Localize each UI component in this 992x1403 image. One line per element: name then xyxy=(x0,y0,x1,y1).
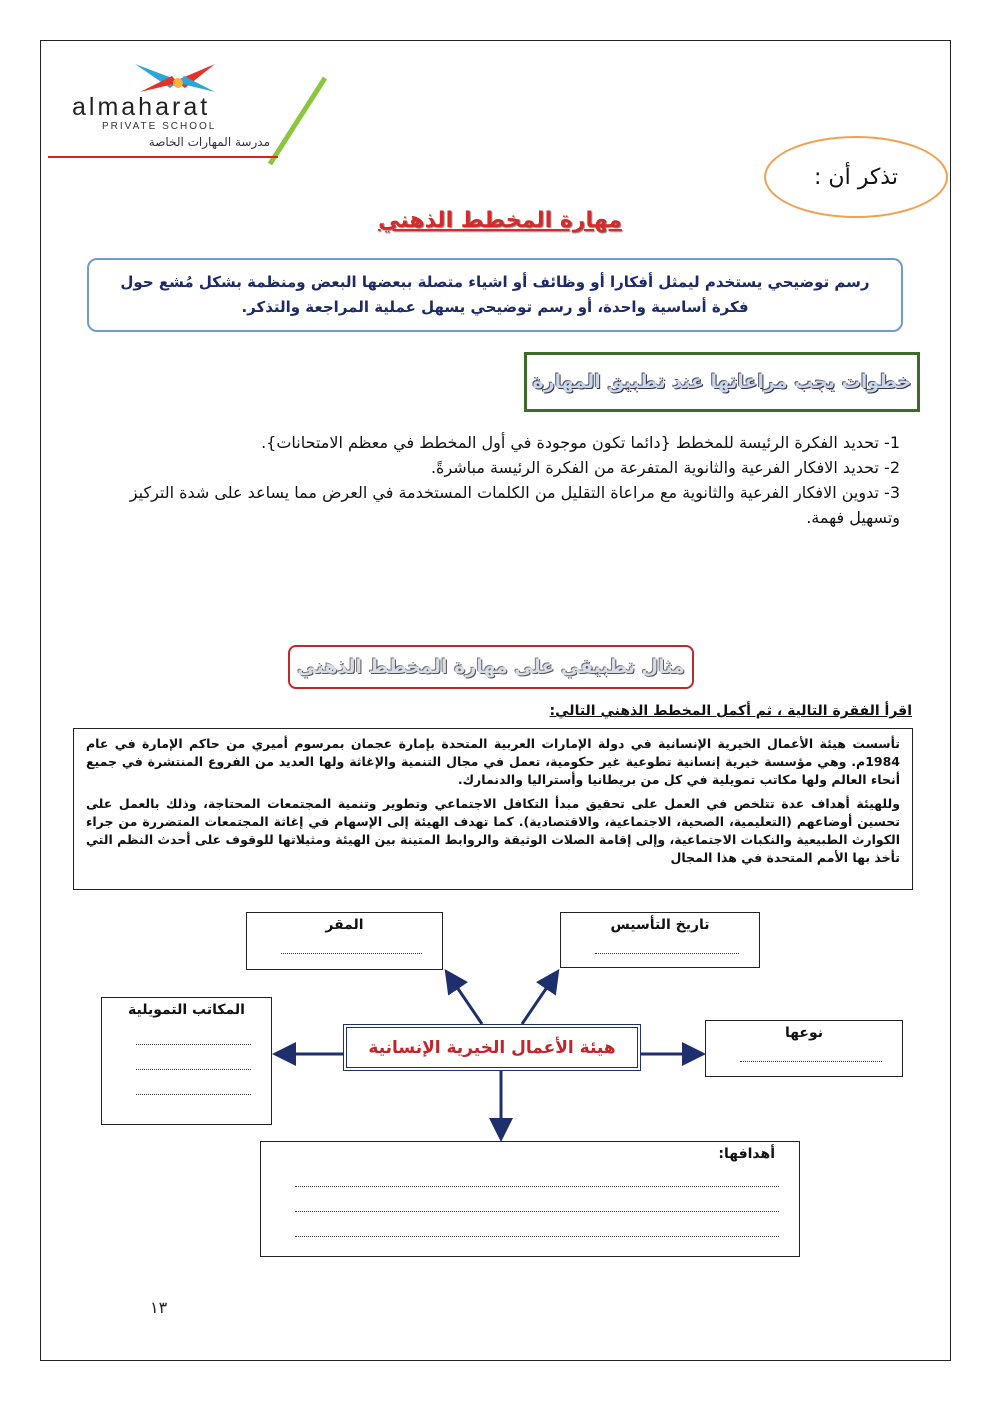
passage-paragraph: تأسست هيئة الأعمال الخيرية الإنسانية في دولة الإمارات العربية المتحدة بإمارة عجمان بمرسوم أميري من حاكم الإمارة في عام 1984م. وهي مؤسسة خيرية إنسانية تطوعية غير حكومية، تعمل في مجال التنمية والإغاثة ولها العديد من الفروع المنتشرة في جميع أنحاء العالم ولها مكاتب تمويلية في كل من بريطانيا وأستراليا والدنمارك. xyxy=(86,736,900,787)
answer-line[interactable] xyxy=(136,1030,251,1045)
step-item: 1- تحديد الفكرة الرئيسة للمخطط {دائما تكون موجودة في أول المخطط في معظم الامتحانات}. xyxy=(261,433,900,452)
example-header: مثال تطبيقي على مهارة المخطط الذهني xyxy=(288,645,694,689)
logo-name-ar: مدرسة المهارات الخاصة xyxy=(148,135,270,149)
logo-name-en: almaharat xyxy=(72,93,211,121)
logo-sub-en: PRIVATE SCHOOL xyxy=(102,121,217,132)
answer-line[interactable] xyxy=(740,1047,882,1062)
answer-line[interactable] xyxy=(595,939,739,954)
answer-line[interactable] xyxy=(136,1080,251,1095)
passage-paragraph: وللهيئة أهداف عدة تتلخص في العمل على تحقيق مبدأ التكافل الاجتماعي وتطوير وتنمية المجتمعات المحتاجة، وذلك بالعمل على تحسين أوضاعهم (التعليمية، الصحية، الاجتماعية، والاقتصادية). كما تهدف الهيئة إلى الإسهام في إغاثة المجتمعات المتضررة من جراء الكوارث الطبيعية والنكبات الاجتماعية، وإلى إقامة الصلات الوثيقة والروابط المتينة بين الهيئة ومثيلاتها للوقوف على أحدث النظم التي تأخذ بها الأمم المتحدة في هذا المجال xyxy=(86,796,900,865)
page-title: مهارة المخطط الذهني xyxy=(378,208,622,233)
step-item: 2- تحديد الافكار الفرعية والثانوية المتفرعة من الفكرة الرئيسة مباشرةً. xyxy=(430,458,900,477)
headquarters-label: المقر xyxy=(325,917,364,933)
steps-header: خطوات يجب مراعاتها عند تطبيق المهارة xyxy=(524,352,920,412)
headquarters-box[interactable] xyxy=(246,912,443,970)
founding-date-box[interactable] xyxy=(560,912,760,968)
instruction: اقرأ الفقرة التالية ، ثم أكمل المخطط الذهني التالي: xyxy=(549,703,912,719)
founding-date-label: تاريخ التأسيس xyxy=(610,917,710,933)
goals-box[interactable] xyxy=(260,1141,800,1257)
answer-line[interactable] xyxy=(295,1197,779,1212)
remember-badge: تذكر أن : xyxy=(764,136,948,218)
goals-label: أهدافها: xyxy=(718,1146,775,1162)
type-label: نوعها xyxy=(784,1025,824,1041)
answer-line[interactable] xyxy=(295,1222,779,1237)
definition-box: رسم توضيحي يستخدم ليمثل أفكارا أو وظائف أو اشياء متصلة ببعضها البعض ومنظمة بشكل مُشع حول فكرة أساسية واحدة، أو رسم توضيحي يسهل عملية المراجعة والتذكر. xyxy=(87,258,903,332)
step-item: 3- تدوين الافكار الفرعية والثانوية مع مراعاة التقليل من الكلمات المستخدمة في العرض مما يساعد على شدة التركيز وتسهيل فهمة. xyxy=(129,483,900,527)
central-idea-box: هيئة الأعمال الخيرية الإنسانية xyxy=(343,1024,641,1071)
answer-line[interactable] xyxy=(136,1055,251,1070)
funding-offices-label: المكاتب التمويلية xyxy=(128,1002,245,1018)
type-box[interactable] xyxy=(705,1020,903,1077)
funding-offices-box[interactable] xyxy=(101,997,272,1125)
answer-line[interactable] xyxy=(281,939,422,954)
page-number: ١٣ xyxy=(150,1298,168,1317)
answer-line[interactable] xyxy=(295,1172,779,1187)
